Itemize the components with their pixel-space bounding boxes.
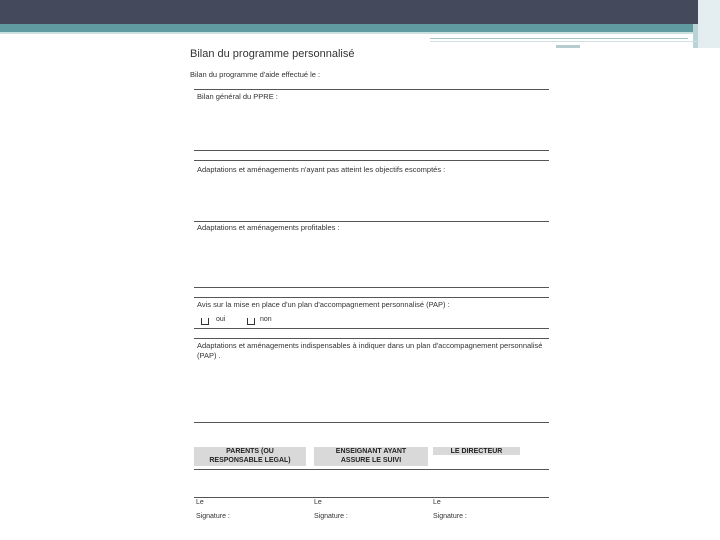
date-label-directeur: Le [433,499,441,506]
section-rule [194,297,549,298]
corner-accent-line [693,24,698,48]
role-parents-line2: RESPONSABLE LEGAL) [209,457,291,464]
decorative-line [430,38,688,39]
role-enseignant-line1: ENSEIGNANT AYANT [335,448,407,455]
signature-label-enseignant: Signature : [314,513,348,520]
role-header-directeur [433,447,520,455]
section-rule [194,338,549,339]
oui-checkbox[interactable] [201,318,209,325]
signature-label-parents: Signature : [196,513,230,520]
date-label-enseignant: Le [314,499,322,506]
section-label-non-atteints: Adaptations et aménagements n'ayant pas atteint les objectifs escomptés : [197,165,446,174]
header-stripe-light [0,32,720,34]
section-rule [194,150,549,151]
oui-label: oui [216,316,226,323]
section-label-indispensables: Adaptations et aménagements indispensables à indiquer dans un plan d'accompagnement personnalisé (PAP) . [197,341,543,360]
decorative-line [430,41,700,42]
section-rule [194,422,549,423]
section-label-bilan-general: Bilan général du PPRE : [197,92,278,101]
section-rule [194,221,549,222]
table-rule [194,469,549,470]
section-label-avis-pap: Avis sur la mise en place d'un plan d'accompagnement personnalisé (PAP) : [197,300,450,309]
section-rule [194,328,549,329]
role-directeur-line1: LE DIRECTEUR [450,448,503,455]
non-label: non [260,316,272,323]
role-enseignant-line2: ASSURE LE SUIVI [340,457,402,464]
corner-accent [698,0,720,48]
header-stripe [0,24,720,32]
date-label-parents: Le [196,499,204,506]
section-rule [194,287,549,288]
section-rule [194,160,549,161]
table-rule [194,497,549,498]
section-rule [194,89,549,90]
role-header-parents [194,447,306,466]
non-checkbox[interactable] [247,318,255,325]
form-subtitle: Bilan du programme d'aide effectué le : [190,70,321,79]
decorative-mark [556,45,580,48]
role-header-enseignant [314,447,428,466]
role-parents-line1: PARENTS (OU [226,448,274,455]
section-label-profitables: Adaptations et aménagements profitables : [197,223,340,232]
form-title: Bilan du programme personnalisé [190,48,355,60]
form-document [190,44,550,534]
signature-label-directeur: Signature : [433,513,467,520]
header-bar [0,0,720,24]
